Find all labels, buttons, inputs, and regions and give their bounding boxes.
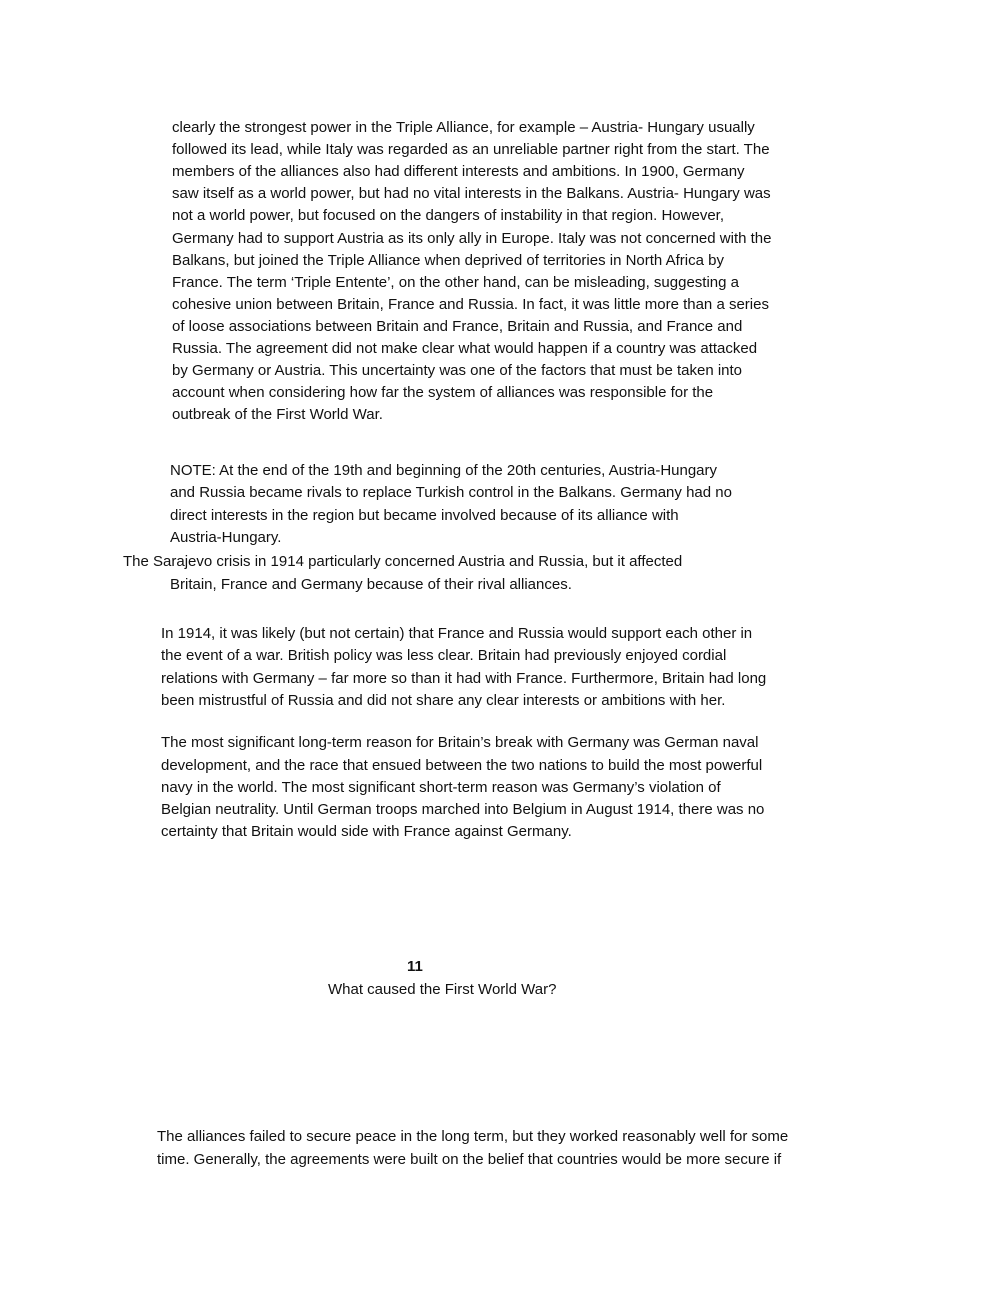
text-line: been mistrustful of Russia and did not share any clear interests or ambitions with her. bbox=[161, 692, 726, 709]
note-line: Britain, France and Germany because of their rival alliances. bbox=[170, 576, 572, 593]
text-line: In 1914, it was likely (but not certain) that France and Russia would support each other in bbox=[161, 625, 753, 642]
note-line: direct interests in the region but became involved because of its alliance with bbox=[170, 507, 679, 524]
page-number: 11 bbox=[407, 958, 423, 975]
text-line: cohesive union between Britain, France and Russia. In fact, it was little more than a series bbox=[172, 296, 769, 313]
text-line: relations with Germany – far more so than it had with France. Furthermore, Britain had long bbox=[161, 670, 767, 687]
text-line: navy in the world. The most significant short-term reason was Germany’s violation of bbox=[161, 779, 721, 796]
text-line: certainty that Britain would side with France against Germany. bbox=[161, 823, 572, 840]
text-line: of loose associations between Britain and France, Britain and Russia, and France and bbox=[172, 318, 743, 335]
text-line: Balkans, but joined the Triple Alliance when deprived of territories in North Africa by bbox=[172, 252, 724, 269]
note-line: NOTE: At the end of the 19th and beginning of the 20th centuries, Austria-Hungary bbox=[170, 462, 718, 479]
text-line: followed its lead, while Italy was regarded as an unreliable partner right from the start. The bbox=[172, 141, 770, 158]
text-line: Belgian neutrality. Until German troops marched into Belgium in August 1914, there was no bbox=[161, 801, 765, 818]
note-line: Austria-Hungary. bbox=[170, 529, 282, 546]
text-line: France. The term ‘Triple Entente’, on the other hand, can be misleading, suggesting a bbox=[172, 274, 739, 291]
text-line: The most significant long-term reason for Britain’s break with Germany was German naval bbox=[161, 734, 759, 751]
text-line: outbreak of the First World War. bbox=[172, 406, 383, 423]
text-line: Russia. The agreement did not make clear what would happen if a country was attacked bbox=[172, 340, 758, 357]
note-line: The Sarajevo crisis in 1914 particularly concerned Austria and Russia, but it affected bbox=[123, 553, 683, 570]
text-line: clearly the strongest power in the Triple Alliance, for example – Austria- Hungary usually bbox=[172, 119, 755, 136]
text-line: development, and the race that ensued between the two nations to build the most powerful bbox=[161, 757, 763, 774]
text-line: by Germany or Austria. This uncertainty was one of the factors that must be taken into bbox=[172, 362, 743, 379]
text-line: the event of a war. British policy was less clear. Britain had previously enjoyed cordial bbox=[161, 647, 727, 664]
text-line: The alliances failed to secure peace in the long term, but they worked reasonably well for some bbox=[157, 1128, 789, 1145]
text-line: not a world power, but focused on the dangers of instability in that region. However, bbox=[172, 207, 724, 224]
running-title: What caused the First World War? bbox=[328, 981, 557, 998]
text-line: saw itself as a world power, but had no vital interests in the Balkans. Austria- Hungary was bbox=[172, 185, 771, 202]
text-line: Germany had to support Austria as its only ally in Europe. Italy was not concerned with the bbox=[172, 230, 772, 247]
text-line: account when considering how far the system of alliances was responsible for the bbox=[172, 384, 714, 401]
text-line: members of the alliances also had different interests and ambitions. In 1900, Germany bbox=[172, 163, 745, 180]
text-line: time. Generally, the agreements were built on the belief that countries would be more secure if bbox=[157, 1151, 782, 1168]
note-line: and Russia became rivals to replace Turkish control in the Balkans. Germany had no bbox=[170, 484, 732, 501]
